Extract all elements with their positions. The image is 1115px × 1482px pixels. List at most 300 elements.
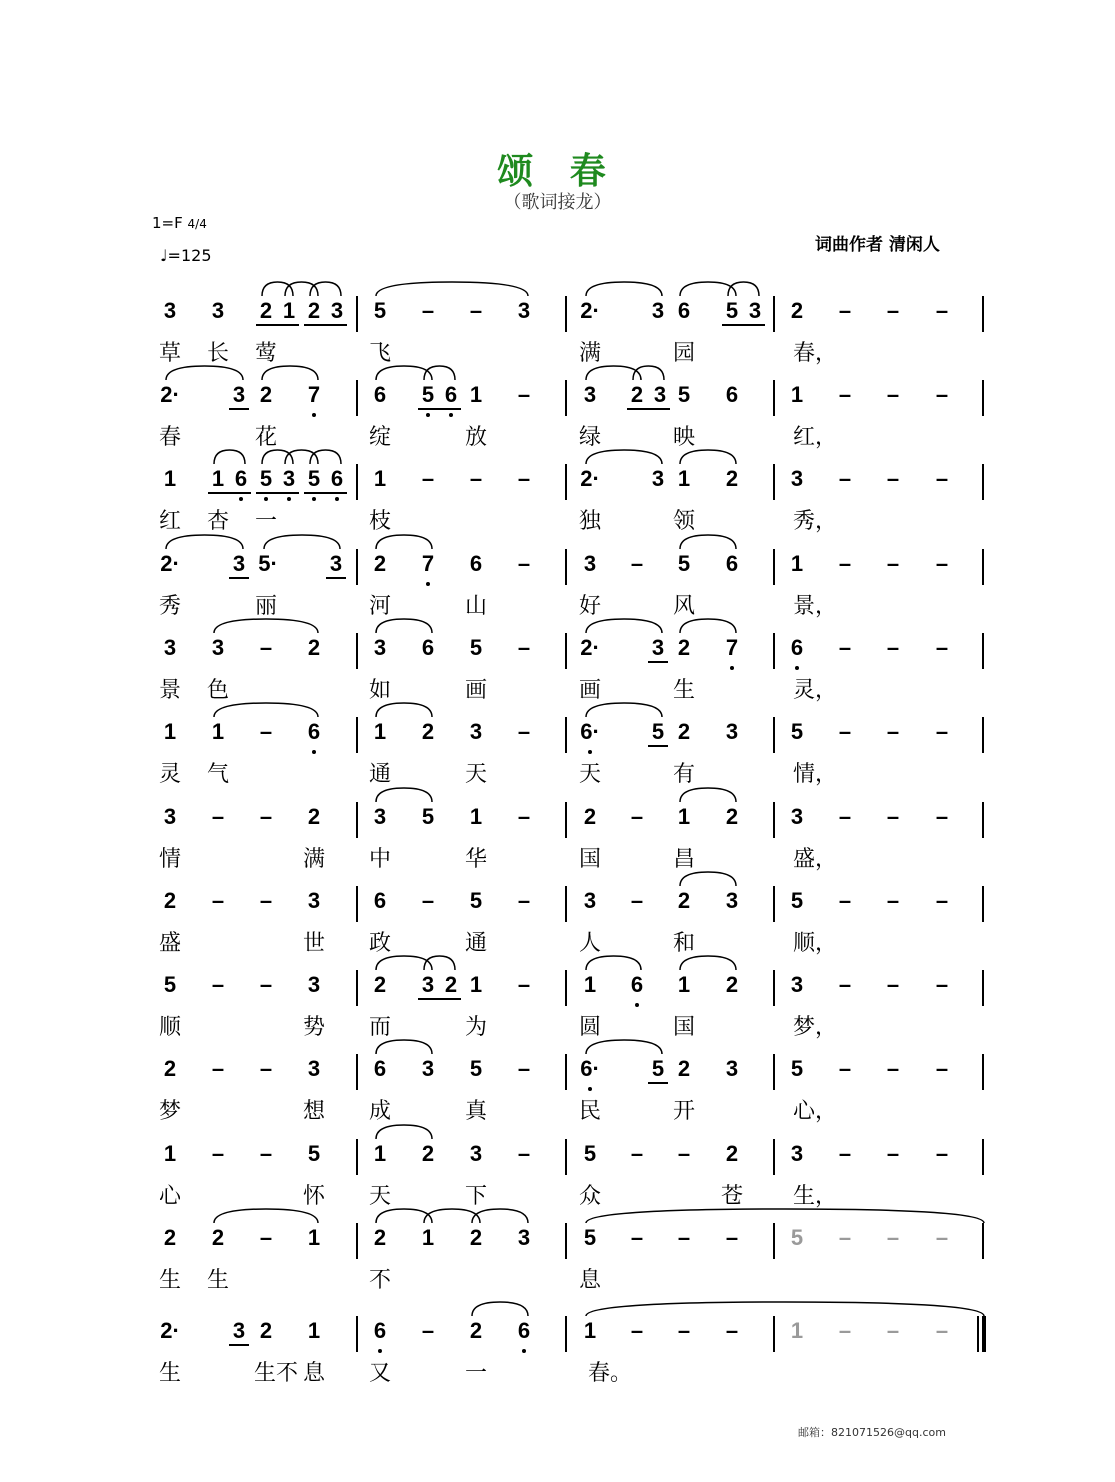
note-dash: – bbox=[630, 1318, 644, 1343]
note-dash: – bbox=[886, 888, 900, 913]
note: 2· bbox=[160, 382, 180, 407]
octave-dot bbox=[588, 1087, 592, 1091]
tie-slur bbox=[586, 1209, 984, 1223]
tie-slur bbox=[680, 619, 736, 633]
note: 6 bbox=[725, 551, 739, 576]
note-dash: – bbox=[469, 466, 483, 491]
note: 3 bbox=[469, 719, 483, 744]
lyric: 画 bbox=[578, 678, 601, 703]
score-line bbox=[0, 1042, 1115, 1122]
note-dash: – bbox=[838, 298, 852, 323]
note: 6· bbox=[580, 1056, 600, 1081]
note: 3 bbox=[307, 972, 321, 997]
lyric: 气 bbox=[206, 762, 229, 787]
lyric: 好 bbox=[578, 594, 601, 619]
note-dash: – bbox=[838, 1225, 852, 1250]
score-line bbox=[0, 537, 1115, 617]
tie-slur bbox=[472, 1302, 528, 1316]
note: 2 bbox=[163, 1056, 177, 1081]
lyric: 想 bbox=[302, 1099, 325, 1124]
lyric: 生 bbox=[206, 1268, 229, 1293]
note-dash: – bbox=[677, 1141, 691, 1166]
tie-slur bbox=[586, 282, 662, 296]
note-dash: – bbox=[886, 551, 900, 576]
tie-layer bbox=[0, 284, 1115, 364]
note: 5 bbox=[583, 1141, 597, 1166]
octave-dot bbox=[312, 750, 316, 754]
lyric: 长 bbox=[206, 341, 229, 366]
note: 6 bbox=[307, 719, 321, 744]
lyric: 开 bbox=[672, 1099, 695, 1124]
note: 3 bbox=[517, 298, 531, 323]
octave-dot bbox=[312, 497, 316, 501]
eighth-beam bbox=[304, 492, 347, 494]
lyric: 圆 bbox=[578, 1015, 601, 1040]
note-dash: – bbox=[725, 1318, 739, 1343]
tie-layer bbox=[0, 790, 1115, 870]
note: 5 bbox=[373, 298, 387, 323]
note-dash: – bbox=[886, 972, 900, 997]
tie-slur bbox=[262, 450, 293, 464]
score-line bbox=[0, 452, 1115, 532]
score-line bbox=[0, 958, 1115, 1038]
lyric: 和 bbox=[672, 931, 695, 956]
note: 3 bbox=[651, 635, 665, 660]
lyric: 领 bbox=[672, 509, 695, 534]
note: 3 bbox=[651, 298, 665, 323]
footer-email: 邮箱：821071526@qq.com bbox=[798, 1426, 946, 1439]
note: 3 bbox=[307, 1056, 321, 1081]
eighth-beam bbox=[229, 408, 249, 410]
note: 7 bbox=[307, 382, 321, 407]
note: 1 bbox=[373, 719, 387, 744]
note-dash: – bbox=[630, 888, 644, 913]
note-dash: – bbox=[725, 1225, 739, 1250]
note: 2 bbox=[163, 888, 177, 913]
note: 3 bbox=[469, 1141, 483, 1166]
lyric: 独 bbox=[578, 509, 601, 534]
lyric: 国 bbox=[672, 1015, 695, 1040]
song-title: 颂 春 bbox=[497, 151, 618, 192]
note: 6 bbox=[630, 972, 644, 997]
note: 3 bbox=[517, 1225, 531, 1250]
tie-slur bbox=[376, 788, 432, 802]
lyric: 息 bbox=[302, 1361, 325, 1386]
lyric: 众 bbox=[578, 1184, 601, 1209]
song-subtitle: （歌词接龙） bbox=[503, 192, 612, 213]
note: 5 bbox=[307, 1141, 321, 1166]
lyric: 苍 bbox=[720, 1184, 743, 1209]
lyric: 映 bbox=[672, 425, 695, 450]
note: 2 bbox=[373, 551, 387, 576]
note: 3 bbox=[329, 551, 343, 576]
note: 2 bbox=[163, 1225, 177, 1250]
eighth-beam bbox=[648, 661, 668, 663]
note-dash: – bbox=[935, 466, 949, 491]
tie-layer bbox=[0, 537, 1115, 617]
note: 2 bbox=[373, 1225, 387, 1250]
lyric: 真 bbox=[464, 1099, 487, 1124]
note-dash: – bbox=[677, 1318, 691, 1343]
tie-slur bbox=[680, 788, 736, 802]
tie-layer bbox=[0, 1304, 1115, 1384]
note: 3 bbox=[232, 551, 246, 576]
octave-dot bbox=[795, 666, 799, 670]
tie-slur bbox=[264, 535, 340, 549]
eighth-beam bbox=[648, 1082, 668, 1084]
lyric: 色 bbox=[206, 678, 229, 703]
note: 2 bbox=[583, 804, 597, 829]
lyric: 春。 bbox=[587, 1361, 632, 1386]
note-dash: – bbox=[630, 1225, 644, 1250]
lyric: 情 bbox=[158, 847, 181, 872]
note-dash: – bbox=[838, 888, 852, 913]
lyric: 春 bbox=[158, 425, 181, 450]
note: 3 bbox=[421, 1056, 435, 1081]
note: 1 bbox=[211, 466, 225, 491]
lyric: 一 bbox=[254, 509, 277, 534]
note-dash: – bbox=[259, 1141, 273, 1166]
tie-slur bbox=[586, 1040, 662, 1054]
note: 3 bbox=[307, 888, 321, 913]
note: 1 bbox=[163, 466, 177, 491]
lyric: 通 bbox=[464, 931, 487, 956]
lyric: 为 bbox=[464, 1015, 487, 1040]
note: 3 bbox=[583, 888, 597, 913]
lyric: 政 bbox=[368, 931, 391, 956]
lyric: 一 bbox=[464, 1361, 487, 1386]
note: 2· bbox=[160, 1318, 180, 1343]
lyric: 梦 bbox=[158, 1099, 181, 1124]
note-dash: – bbox=[886, 1141, 900, 1166]
note-dash: – bbox=[259, 1056, 273, 1081]
note: 5 bbox=[725, 298, 739, 323]
note-dash: – bbox=[935, 635, 949, 660]
lyric: 红 bbox=[158, 509, 181, 534]
lyric: 昌 bbox=[672, 847, 695, 872]
note: 6 bbox=[373, 1318, 387, 1343]
note-dash: – bbox=[838, 1141, 852, 1166]
note: 3 bbox=[725, 1056, 739, 1081]
octave-dot bbox=[522, 1349, 526, 1353]
note: 1 bbox=[790, 382, 804, 407]
note: 1 bbox=[469, 382, 483, 407]
note: 3 bbox=[790, 1141, 804, 1166]
lyric: 画 bbox=[464, 678, 487, 703]
lyric: 天 bbox=[464, 762, 487, 787]
note-dash: – bbox=[211, 1056, 225, 1081]
tie-layer bbox=[0, 1127, 1115, 1207]
note: 6 bbox=[790, 635, 804, 660]
lyric: 绿 bbox=[578, 425, 601, 450]
tie-layer bbox=[0, 1042, 1115, 1122]
lyric: 天 bbox=[578, 762, 601, 787]
note-dash: – bbox=[886, 466, 900, 491]
note-dash: – bbox=[886, 635, 900, 660]
note: 2 bbox=[725, 804, 739, 829]
note: 2 bbox=[211, 1225, 225, 1250]
note-dash: – bbox=[935, 1141, 949, 1166]
lyric: 心 bbox=[158, 1184, 181, 1209]
lyric: 春， bbox=[792, 341, 837, 366]
lyric: 杏 bbox=[206, 509, 229, 534]
octave-dot bbox=[335, 497, 339, 501]
note: 3 bbox=[232, 382, 246, 407]
octave-dot bbox=[426, 413, 430, 417]
lyric: 红， bbox=[792, 425, 837, 450]
lyric: 民 bbox=[578, 1099, 601, 1124]
lyric: 不 bbox=[368, 1268, 391, 1293]
lyric: 而 bbox=[368, 1015, 391, 1040]
octave-dot bbox=[378, 1349, 382, 1353]
tie-slur bbox=[376, 1040, 432, 1054]
note: 5 bbox=[469, 888, 483, 913]
note: 2 bbox=[469, 1225, 483, 1250]
tie-slur bbox=[310, 450, 341, 464]
note: 6 bbox=[469, 551, 483, 576]
note: 2 bbox=[259, 382, 273, 407]
eighth-beam bbox=[418, 998, 461, 1000]
note-dash: – bbox=[259, 972, 273, 997]
note: 2 bbox=[725, 466, 739, 491]
note-dash: – bbox=[259, 719, 273, 744]
eighth-beam bbox=[722, 324, 765, 326]
note: 3 bbox=[163, 298, 177, 323]
note: 6· bbox=[580, 719, 600, 744]
note: 1 bbox=[307, 1225, 321, 1250]
tie-layer bbox=[0, 705, 1115, 785]
note: 2 bbox=[307, 298, 321, 323]
note: 1 bbox=[373, 466, 387, 491]
lyric: 怀 bbox=[302, 1184, 325, 1209]
score-line bbox=[0, 1304, 1115, 1384]
octave-dot bbox=[449, 413, 453, 417]
note-dash: – bbox=[838, 804, 852, 829]
lyric: 丽 bbox=[254, 594, 277, 619]
note: 2 bbox=[677, 888, 691, 913]
tie-slur bbox=[214, 1209, 318, 1223]
note-dash: – bbox=[211, 1141, 225, 1166]
note: 6 bbox=[330, 466, 344, 491]
note: 5 bbox=[790, 1056, 804, 1081]
note-dash: – bbox=[517, 888, 531, 913]
note: 5 bbox=[421, 804, 435, 829]
note: 6 bbox=[373, 888, 387, 913]
note-dash: – bbox=[259, 888, 273, 913]
lyric: 满 bbox=[578, 341, 601, 366]
key-label: 1=F bbox=[152, 214, 183, 232]
note-dash: – bbox=[421, 466, 435, 491]
note: 6 bbox=[421, 635, 435, 660]
lyric: 满 bbox=[302, 847, 325, 872]
note: 5 bbox=[421, 382, 435, 407]
eighth-beam bbox=[627, 408, 670, 410]
note-dash: – bbox=[886, 1056, 900, 1081]
tie-layer bbox=[0, 958, 1115, 1038]
note-dash: – bbox=[935, 551, 949, 576]
note-dash: – bbox=[517, 382, 531, 407]
tie-slur bbox=[586, 956, 641, 970]
note-dash: – bbox=[935, 972, 949, 997]
note-dash: – bbox=[517, 466, 531, 491]
note: 3 bbox=[211, 635, 225, 660]
tie-slur bbox=[214, 703, 318, 717]
note-dash: – bbox=[421, 888, 435, 913]
note-dash: – bbox=[517, 551, 531, 576]
octave-dot bbox=[588, 750, 592, 754]
note: 1 bbox=[211, 719, 225, 744]
lyric: 风 bbox=[672, 594, 695, 619]
tie-slur bbox=[376, 703, 432, 717]
octave-dot bbox=[239, 497, 243, 501]
tie-slur bbox=[262, 282, 293, 296]
lyric: 景， bbox=[792, 594, 837, 619]
tie-slur bbox=[586, 619, 662, 633]
lyric: 枝 bbox=[368, 509, 391, 534]
note: 2 bbox=[677, 719, 691, 744]
note: 2 bbox=[469, 1318, 483, 1343]
tie-layer bbox=[0, 874, 1115, 954]
note: 6 bbox=[677, 298, 691, 323]
note: 6 bbox=[373, 1056, 387, 1081]
lyric: 生， bbox=[792, 1184, 837, 1209]
note-dash: – bbox=[517, 972, 531, 997]
note: 7 bbox=[725, 635, 739, 660]
tie-slur bbox=[680, 872, 736, 886]
octave-dot bbox=[426, 582, 430, 586]
lyric: 息 bbox=[578, 1268, 601, 1293]
lyric: 生 bbox=[672, 678, 695, 703]
lyric: 秀 bbox=[158, 594, 181, 619]
eighth-beam bbox=[256, 324, 299, 326]
note: 2 bbox=[373, 972, 387, 997]
note: 2 bbox=[259, 1318, 273, 1343]
note: 3 bbox=[725, 888, 739, 913]
tie-slur bbox=[586, 703, 662, 717]
note: 2· bbox=[580, 635, 600, 660]
note: 2· bbox=[580, 298, 600, 323]
time-signature: 4/4 bbox=[187, 217, 207, 231]
note-dash: – bbox=[630, 551, 644, 576]
score-line bbox=[0, 621, 1115, 701]
lyric: 如 bbox=[368, 678, 391, 703]
note-dash: – bbox=[935, 1056, 949, 1081]
note-dash: – bbox=[838, 466, 852, 491]
note: 1 bbox=[469, 972, 483, 997]
note: 1 bbox=[307, 1318, 321, 1343]
note: 2 bbox=[307, 635, 321, 660]
note-dash: – bbox=[517, 719, 531, 744]
note: 6 bbox=[373, 382, 387, 407]
tie-slur bbox=[214, 450, 245, 464]
note: 1 bbox=[790, 551, 804, 576]
lyric: 园 bbox=[672, 341, 695, 366]
lyric: 下 bbox=[464, 1184, 487, 1209]
note: 5 bbox=[259, 466, 273, 491]
note: 1 bbox=[677, 972, 691, 997]
lyric: 山 bbox=[464, 594, 487, 619]
note-dash: – bbox=[838, 382, 852, 407]
note-dash: – bbox=[259, 1225, 273, 1250]
note: 2 bbox=[259, 298, 273, 323]
lyric: 河 bbox=[368, 594, 391, 619]
note: 2· bbox=[160, 551, 180, 576]
note-dash: – bbox=[838, 1318, 852, 1343]
note: 3 bbox=[421, 972, 435, 997]
note-dash: – bbox=[838, 635, 852, 660]
note: 5 bbox=[651, 1056, 665, 1081]
note: 5 bbox=[583, 1225, 597, 1250]
note-dash: – bbox=[838, 551, 852, 576]
note: 2 bbox=[630, 382, 644, 407]
note-dash: – bbox=[935, 1318, 949, 1343]
note: 1 bbox=[373, 1141, 387, 1166]
lyric: 灵， bbox=[792, 678, 837, 703]
note: 5 bbox=[790, 719, 804, 744]
note: 3 bbox=[163, 635, 177, 660]
note: 3 bbox=[790, 972, 804, 997]
note-dash: – bbox=[886, 298, 900, 323]
note: 1 bbox=[677, 804, 691, 829]
note-dash: – bbox=[421, 298, 435, 323]
note: 2 bbox=[725, 972, 739, 997]
note: 3 bbox=[211, 298, 225, 323]
note: 5 bbox=[790, 888, 804, 913]
lyric: 景 bbox=[158, 678, 181, 703]
note: 6 bbox=[725, 382, 739, 407]
octave-dot bbox=[264, 497, 268, 501]
tie-layer bbox=[0, 621, 1115, 701]
lyric: 花 bbox=[254, 425, 277, 450]
lyric: 中 bbox=[368, 847, 391, 872]
lyric: 势 bbox=[302, 1015, 325, 1040]
note: 6 bbox=[234, 466, 248, 491]
lyric: 盛 bbox=[158, 931, 181, 956]
score-line bbox=[0, 284, 1115, 364]
note: 3 bbox=[653, 382, 667, 407]
note: 1 bbox=[677, 466, 691, 491]
note-dash: – bbox=[259, 635, 273, 660]
lyric: 顺， bbox=[792, 931, 837, 956]
lyric: 华 bbox=[464, 847, 487, 872]
score-line bbox=[0, 1127, 1115, 1207]
lyric: 天 bbox=[368, 1184, 391, 1209]
note: 1 bbox=[282, 298, 296, 323]
note: 6 bbox=[444, 382, 458, 407]
eighth-beam bbox=[326, 577, 346, 579]
note-dash: – bbox=[421, 1318, 435, 1343]
octave-dot bbox=[287, 497, 291, 501]
note: 5 bbox=[469, 635, 483, 660]
note: 2· bbox=[580, 466, 600, 491]
lyric: 生 bbox=[158, 1268, 181, 1293]
tie-slur bbox=[285, 282, 318, 296]
note-dash: – bbox=[211, 804, 225, 829]
lyric: 国 bbox=[578, 847, 601, 872]
octave-dot bbox=[635, 1003, 639, 1007]
note: 7 bbox=[421, 551, 435, 576]
note: 3 bbox=[790, 466, 804, 491]
note: 3 bbox=[282, 466, 296, 491]
note: 2 bbox=[677, 1056, 691, 1081]
note: 5 bbox=[469, 1056, 483, 1081]
note: 5 bbox=[307, 466, 321, 491]
eighth-beam bbox=[418, 408, 461, 410]
note-dash: – bbox=[886, 804, 900, 829]
note: 2 bbox=[677, 635, 691, 660]
lyric: 成 bbox=[368, 1099, 391, 1124]
lyric: 情， bbox=[792, 762, 837, 787]
